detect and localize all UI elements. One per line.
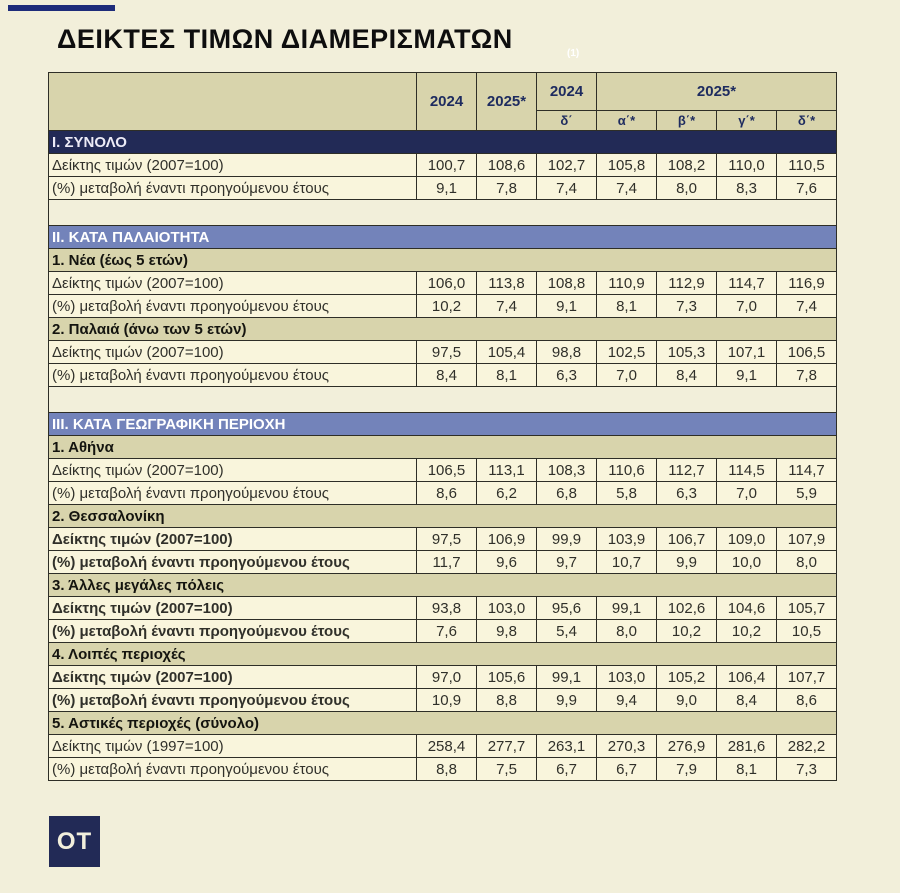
value-cell: 10,0 [717,551,777,574]
page-title: ΔΕΙΚΤΕΣ ΤΙΜΩΝ ΔΙΑΜΕΡΙΣΜΑΤΩΝ [57,24,513,54]
table-header [49,73,837,131]
value-cell: 99,9 [537,528,597,551]
value-cell: 102,6 [657,597,717,620]
header-empty-cell [49,73,417,131]
section-header-label: 3. Άλλες μεγάλες πόλεις [49,574,837,597]
value-cell: 10,2 [657,620,717,643]
value-cell: 106,7 [657,528,717,551]
value-cell: 7,0 [597,364,657,387]
header-quarterly-2025: 2025* [597,73,837,111]
value-cell: 8,0 [777,551,837,574]
row-label: Δείκτης τιμών (2007=100) [49,666,417,689]
value-cell: 282,2 [777,735,837,758]
value-cell: 263,1 [537,735,597,758]
value-cell: 7,0 [717,482,777,505]
section-header-label: ΙΙΙ. ΚΑΤΑ ΓΕΩΓΡΑΦΙΚΗ ΠΕΡΙΟΧΗ [49,413,837,436]
spacer-row [49,387,837,413]
data-row [49,620,837,643]
section-header-row [49,712,837,735]
section-header-row [49,249,837,272]
data-row [49,528,837,551]
value-cell: 7,6 [777,177,837,200]
value-cell: 104,6 [717,597,777,620]
data-row [49,272,837,295]
value-cell: 11,7 [417,551,477,574]
value-cell: 9,7 [537,551,597,574]
row-label: (%) μεταβολή έναντι προηγούμενου έτους [49,177,417,200]
value-cell: 105,3 [657,341,717,364]
section-header-label: 4. Λοιπές περιοχές [49,643,837,666]
value-cell: 5,8 [597,482,657,505]
value-cell: 108,3 [537,459,597,482]
value-cell: 9,1 [717,364,777,387]
section-header-label: 2. Παλαιά (άνω των 5 ετών) [49,318,837,341]
spacer-row [49,200,837,226]
year-header-row [49,73,837,111]
value-cell: 10,2 [417,295,477,318]
header-quarter-d24: δ΄ [537,111,597,131]
row-label: Δείκτης τιμών (2007=100) [49,154,417,177]
value-cell: 97,5 [417,528,477,551]
value-cell: 8,8 [477,689,537,712]
value-cell: 106,0 [417,272,477,295]
value-cell: 10,5 [777,620,837,643]
value-cell: 110,5 [777,154,837,177]
section-header-row [49,131,837,154]
data-row [49,364,837,387]
data-row [49,735,837,758]
value-cell: 10,7 [597,551,657,574]
section-header-row [49,226,837,249]
value-cell: 8,0 [597,620,657,643]
value-cell: 107,9 [777,528,837,551]
data-row [49,689,837,712]
row-label: (%) μεταβολή έναντι προηγούμενου έτους [49,620,417,643]
value-cell: 7,6 [417,620,477,643]
section-header-row [49,413,837,436]
value-cell: 107,1 [717,341,777,364]
value-cell: 110,6 [597,459,657,482]
value-cell: 106,5 [417,459,477,482]
value-cell: 7,9 [657,758,717,781]
apartment-price-index-table [48,72,837,781]
section-header-row [49,436,837,459]
header-quarter-d25: δ΄* [777,111,837,131]
value-cell: 5,9 [777,482,837,505]
value-cell: 9,8 [477,620,537,643]
value-cell: 109,0 [717,528,777,551]
value-cell: 9,9 [537,689,597,712]
value-cell: 105,8 [597,154,657,177]
value-cell: 103,9 [597,528,657,551]
value-cell: 116,9 [777,272,837,295]
ot-logo: OT [49,816,100,867]
section-header-label: 1. Νέα (έως 5 ετών) [49,249,837,272]
value-cell: 98,8 [537,341,597,364]
value-cell: 105,7 [777,597,837,620]
value-cell: 7,4 [477,295,537,318]
value-cell: 112,9 [657,272,717,295]
spacer-cell [49,200,837,226]
row-label: (%) μεταβολή έναντι προηγούμενου έτους [49,295,417,318]
value-cell: 99,1 [537,666,597,689]
header-annual-2024: 2024 [417,73,477,131]
value-cell: 106,4 [717,666,777,689]
section-header-row [49,574,837,597]
section-header-label: ΙΙ. ΚΑΤΑ ΠΑΛΑΙΟΤΗΤΑ [49,226,837,249]
row-label: (%) μεταβολή έναντι προηγούμενου έτους [49,758,417,781]
value-cell: 8,1 [717,758,777,781]
value-cell: 10,9 [417,689,477,712]
value-cell: 6,7 [537,758,597,781]
section-header-label: Ι. ΣΥΝΟΛΟ [49,131,837,154]
value-cell: 281,6 [717,735,777,758]
value-cell: 113,1 [477,459,537,482]
data-row [49,341,837,364]
row-label: (%) μεταβολή έναντι προηγούμενου έτους [49,482,417,505]
value-cell: 112,7 [657,459,717,482]
row-label: Δείκτης τιμών (2007=100) [49,459,417,482]
data-row [49,154,837,177]
value-cell: 6,3 [657,482,717,505]
value-cell: 105,4 [477,341,537,364]
value-cell: 8,1 [597,295,657,318]
top-accent-bar [8,5,115,11]
value-cell: 7,0 [717,295,777,318]
value-cell: 8,3 [717,177,777,200]
value-cell: 9,0 [657,689,717,712]
row-label: (%) μεταβολή έναντι προηγούμενου έτους [49,364,417,387]
value-cell: 6,2 [477,482,537,505]
value-cell: 102,5 [597,341,657,364]
value-cell: 103,0 [597,666,657,689]
value-cell: 9,1 [417,177,477,200]
value-cell: 8,0 [657,177,717,200]
value-cell: 7,5 [477,758,537,781]
value-cell: 6,8 [537,482,597,505]
value-cell: 114,5 [717,459,777,482]
value-cell: 8,1 [477,364,537,387]
value-cell: 97,0 [417,666,477,689]
value-cell: 108,2 [657,154,717,177]
value-cell: 8,4 [657,364,717,387]
value-cell: 5,4 [537,620,597,643]
row-label: Δείκτης τιμών (2007=100) [49,341,417,364]
section-header-row [49,643,837,666]
value-cell: 6,3 [537,364,597,387]
value-cell: 7,4 [777,295,837,318]
section-header-row [49,505,837,528]
data-row [49,482,837,505]
value-cell: 7,8 [777,364,837,387]
value-cell: 108,6 [477,154,537,177]
value-cell: 7,4 [597,177,657,200]
value-cell: 277,7 [477,735,537,758]
value-cell: 114,7 [717,272,777,295]
value-cell: 99,1 [597,597,657,620]
spacer-cell [49,387,837,413]
value-cell: 7,3 [777,758,837,781]
value-cell: 106,5 [777,341,837,364]
header-annual-2025: 2025* [477,73,537,131]
value-cell: 9,1 [537,295,597,318]
value-cell: 106,9 [477,528,537,551]
data-row [49,551,837,574]
header-quarter-b25: β΄* [657,111,717,131]
value-cell: 108,8 [537,272,597,295]
value-cell: 97,5 [417,341,477,364]
section-header-label: 2. Θεσσαλονίκη [49,505,837,528]
value-cell: 95,6 [537,597,597,620]
value-cell: 258,4 [417,735,477,758]
value-cell: 114,7 [777,459,837,482]
value-cell: 8,6 [417,482,477,505]
value-cell: 105,6 [477,666,537,689]
value-cell: 8,8 [417,758,477,781]
value-cell: 8,4 [417,364,477,387]
row-label: Δείκτης τιμών (2007=100) [49,272,417,295]
value-cell: 276,9 [657,735,717,758]
value-cell: 8,4 [717,689,777,712]
value-cell: 10,2 [717,620,777,643]
value-cell: 7,4 [537,177,597,200]
value-cell: 105,2 [657,666,717,689]
value-cell: 107,7 [777,666,837,689]
value-cell: 113,8 [477,272,537,295]
section-header-row [49,318,837,341]
data-row [49,295,837,318]
data-row [49,177,837,200]
row-label: Δείκτης τιμών (1997=100) [49,735,417,758]
data-row [49,597,837,620]
data-row [49,758,837,781]
header-quarter-g25: γ΄* [717,111,777,131]
value-cell: 93,8 [417,597,477,620]
value-cell: 110,0 [717,154,777,177]
value-cell: 9,6 [477,551,537,574]
row-label: Δείκτης τιμών (2007=100) [49,528,417,551]
value-cell: 6,7 [597,758,657,781]
value-cell: 100,7 [417,154,477,177]
value-cell: 7,8 [477,177,537,200]
value-cell: 7,3 [657,295,717,318]
value-cell: 8,6 [777,689,837,712]
data-row [49,666,837,689]
row-label: Δείκτης τιμών (2007=100) [49,597,417,620]
value-cell: 9,4 [597,689,657,712]
data-row [49,459,837,482]
row-label: (%) μεταβολή έναντι προηγούμενου έτους [49,551,417,574]
value-cell: 110,9 [597,272,657,295]
header-quarter-a25: α΄* [597,111,657,131]
footnote-marker: (1) [567,48,580,59]
value-cell: 9,9 [657,551,717,574]
row-label: (%) μεταβολή έναντι προηγούμενου έτους [49,689,417,712]
header-quarterly-2024: 2024 [537,73,597,111]
section-header-label: 5. Αστικές περιοχές (σύνολο) [49,712,837,735]
section-header-label: 1. Αθήνα [49,436,837,459]
value-cell: 103,0 [477,597,537,620]
value-cell: 270,3 [597,735,657,758]
table-body [49,131,837,781]
value-cell: 102,7 [537,154,597,177]
